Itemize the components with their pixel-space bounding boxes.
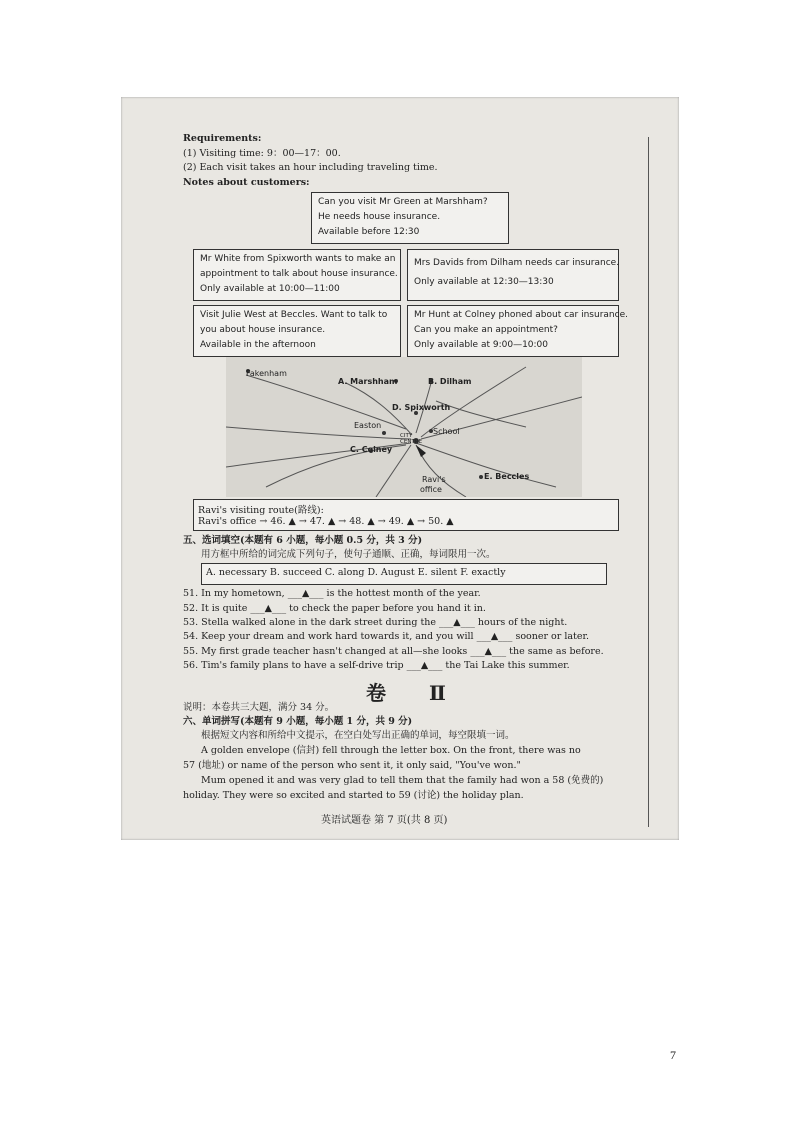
note-green [311,192,509,244]
page-footer: 英语试题卷 第 7 页(共 8 页) [321,815,448,826]
route-line: Ravi's office → 46. ▲ → 47. ▲ → 48. ▲ → 49. ▲ → 50. ▲ [198,516,454,527]
note-line: Mrs Davids from Dilham needs car insurance. [414,258,620,268]
map-label-fakenham: Fakenham [246,369,287,378]
route-map [226,357,582,497]
passage-line: A golden envelope (信封) fell through the letter box. On the front, there was no [201,745,581,756]
note-white [193,249,401,301]
map-label-beccles: E. Beccles [484,472,530,481]
note-line: appointment to talk about house insurance. [200,269,398,279]
requirement-item: (2) Each visit takes an hour including traveling time. [183,162,438,173]
question-55: 55. My first grade teacher hasn't changed at all—she looks ___▲___ the same as before. [183,646,604,657]
note-west [193,305,401,357]
passage-line: holiday. They were so excited and started to 59 (讨论) the holiday plan. [183,790,524,801]
note-hunt [407,305,628,357]
question-53: 53. Stella walked alone in the dark street during the ___▲___ hours of the night. [183,617,568,628]
passage-line: Mum opened it and was very glad to tell them that the family had won a 58 (免费的) [201,775,604,786]
page-edge-line [648,137,649,827]
map-label-office-line1: Ravi's [422,475,446,484]
map-label-city-centre: CITY CENTRE [400,433,423,445]
question-56: 56. Tim's family plans to have a self-drive trip ___▲___ the Tai Lake this summer. [183,660,570,671]
note-line: Can you make an appointment? [414,325,558,335]
requirements-heading: Requirements: [183,133,262,144]
note-line: Only available at 9:00—10:00 [414,340,549,350]
volume-title: 卷 Ⅱ [366,681,464,705]
volume-note: 说明：本卷共三大题，满分 34 分。 [183,702,335,713]
map-label-school: School [433,427,460,436]
visiting-route-box [193,499,619,531]
map-label-easton: Easton [354,421,382,430]
note-line: Available before 12:30 [318,227,420,237]
note-line: Visit Julie West at Beccles. Want to talk to [200,310,388,320]
section6-instruction: 根据短文内容和所给中文提示，在空白处写出正确的单词，每空限填一词。 [201,730,515,741]
question-54: 54. Keep your dream and work hard towards it, and you will ___▲___ sooner or later. [183,631,589,642]
section5-heading: 五、选词填空(本题有 6 小题，每小题 0.5 分，共 3 分) [183,535,423,546]
requirement-item: (1) Visiting time: 9：00—17：00. [183,148,341,159]
question-52: 52. It is quite ___▲___ to check the paper before you hand it in. [183,603,486,614]
word-bank-box [201,563,607,585]
map-label-colney: C. Colney [350,445,393,454]
note-line: Mr White from Spixworth wants to make an [200,254,396,264]
note-line: Can you visit Mr Green at Marshham? [318,197,488,207]
notes-heading: Notes about customers: [183,177,310,188]
word-bank: A. necessary B. succeed C. along D. August E. silent F. exactly [206,567,506,578]
scanned-page-photo [121,97,679,840]
note-line: Mr Hunt at Colney phoned about car insurance. [414,310,628,320]
note-line: you about house insurance. [200,325,326,335]
map-label-office-line2: office [420,485,442,494]
map-label-dilham: B. Dilham [428,377,472,386]
map-label-spixworth: D. Spixworth [392,403,451,412]
passage-line: 57 (地址) or name of the person who sent it, it only said, "You've won." [183,760,521,771]
note-line: Available in the afternoon [200,340,316,350]
section6-heading: 六、单词拼写(本题有 9 小题，每小题 1 分，共 9 分) [183,716,413,727]
page-number: 7 [670,1048,676,1062]
note-line: Only available at 12:30—13:30 [414,277,554,287]
note-line: Only available at 10:00—11:00 [200,284,340,294]
route-title: Ravi's visiting route(路线): [198,505,324,516]
question-51: 51. In my hometown, ___▲___ is the hottest month of the year. [183,588,481,599]
note-davids [407,249,619,301]
note-line: He needs house insurance. [318,212,441,222]
section5-instruction: 用方框中所给的词完成下列句子，使句子通顺、正确，每词限用一次。 [201,549,496,560]
map-label-marshham: A. Marshham [338,377,398,386]
